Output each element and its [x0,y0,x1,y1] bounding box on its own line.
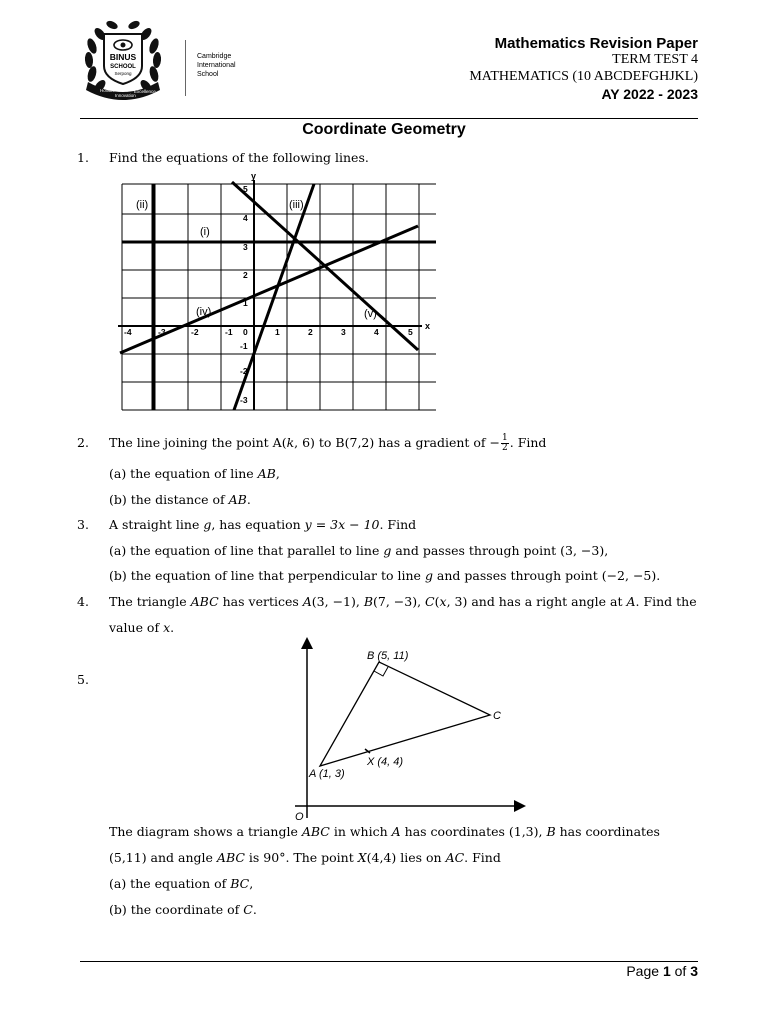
q4-line2-a: value of [109,620,164,635]
q2-fraction [501,434,509,453]
q3-part-a [109,542,608,560]
q1-ytick-5: 5 [243,184,248,194]
q1-ytick-1: 1 [243,298,248,308]
q1-label-iii: (iii) [289,199,304,211]
q5-part-b-end: . [252,902,257,917]
q5-line2-b: is 90°. The point [244,850,358,865]
q4-vb: B [363,594,374,609]
q5-label-A: A (1, 3) [309,768,345,780]
q2-part-a-var: AB [257,466,276,481]
header-rule [80,118,698,119]
q1-xtick-0: -4 [124,327,132,337]
q1-xtick-1: -3 [158,327,166,337]
q1-xtick-5: 1 [275,327,280,337]
q5-part-a-end: , [249,876,254,891]
q3-text-b: , has equation [211,517,305,532]
q1-label-ii: (ii) [136,199,149,211]
paper-title: Mathematics Revision Paper [494,35,698,52]
logo-word-3: Serpong [114,71,132,76]
q4-text-d: . Find the [635,594,697,609]
q5-part-a-var: BC [230,876,250,891]
footer-rule [80,961,698,962]
q3-equation: y = 3x − 10 [304,517,380,532]
q3-var-g: g [203,517,212,532]
q3-part-a-var: g [383,543,392,558]
q4-pb: (7, −3), [373,594,426,609]
q4-number: 4. [77,594,89,609]
q4-text-b: has vertices [218,594,303,609]
q5-line1-d: has coordinates [555,824,660,839]
q4-vc: C [425,594,435,609]
q4-pc-a: ( [434,594,440,609]
section-title: Coordinate Geometry [302,121,466,138]
page-word: Page [626,963,663,979]
q2-text-c: . Find [509,435,547,450]
q2-number: 2. [77,435,89,450]
logo-word-6: Excellence [134,89,156,94]
logo-word-1: BINUS [109,52,137,62]
q5-line2-d: . Find [464,850,501,865]
q2-text [109,434,546,453]
q5-line1-abc: ABC [301,824,330,839]
q5-line2-ac: AC [445,850,465,865]
school-logo [78,16,168,100]
q4-at: A [626,594,636,609]
term-label: TERM TEST 4 [612,52,698,67]
logo-word-5: Innovation [115,93,136,98]
page-current: 1 [662,963,671,979]
q5-line1-c: has coordinates (1,3), [400,824,547,839]
q3-part-b-1: (b) the equation of line that perpendicular to line [109,568,425,583]
q5-line1 [109,823,660,841]
q4-abc: ABC [190,594,219,609]
q4-line2-x: x [163,620,171,635]
q1-label-i: (i) [200,226,210,238]
q1-label-v: (v) [364,308,377,320]
q5-line1-a: The diagram shows a triangle [109,824,302,839]
q5-origin-label: O [295,811,304,823]
logo-word-2: SCHOOL [110,64,136,70]
q1-ytick-m3: -3 [240,395,248,405]
q1-y-label: y [251,171,257,181]
q4-text [109,593,697,611]
q2-part-a [109,465,280,483]
q5-diagram [285,628,545,824]
logo-divider [185,40,186,96]
q5-line2-a: (5,11) and angle [109,850,217,865]
q3-part-b-2: and passes through point (−2, −5). [432,568,661,583]
q1-text: Find the equations of the following lines. [109,150,369,165]
q4-line2-b: . [170,620,175,635]
q3-part-b-var: g [424,568,433,583]
q2-part-b-end: . [246,492,251,507]
cambridge-line-2: International [197,62,236,69]
q1-xtick-4: 0 [243,327,248,337]
q2-text-a: The line joining the point A( [109,435,287,450]
q1-xtick-9: 5 [408,327,413,337]
page-number [626,963,698,979]
q5-line2-abc: ABC [216,850,245,865]
q5-part-b-var: C [243,902,253,917]
q1-ytick-m1: -1 [240,341,248,351]
class-label: MATHEMATICS (10 ABCDEFGHJKL) [469,69,698,84]
q4-text-line2 [109,619,174,637]
academic-year: AY 2022 - 2023 [601,86,698,102]
q5-line1-A: A [391,824,401,839]
q1-xtick-7: 3 [341,327,346,337]
q3-text [109,516,416,534]
cambridge-label [197,52,236,79]
q1-xtick-8: 4 [374,327,379,337]
q5-number: 5. [77,672,89,687]
q4-pa: (3, −1), [311,594,364,609]
q1-number: 1. [77,150,89,165]
q5-line1-b: in which [329,824,392,839]
q5-part-b [109,901,257,919]
q5-line2-X: X [357,850,367,865]
logo-word-4: Holistic [100,88,115,93]
q3-text-a: A straight line [109,517,204,532]
cambridge-line-1: Cambridge [197,53,232,60]
q2-part-b-text: (b) the distance of [109,492,229,507]
q5-part-a [109,875,253,893]
q3-number: 3. [77,517,89,532]
q2-text-b: , 6) to B(7,2) has a gradient of − [294,435,501,450]
q5-label-C: C [493,710,501,722]
q1-ytick-m2: -2 [240,366,248,376]
q1-ytick-3: 3 [243,242,248,252]
q3-part-a-2: and passes through point (3, −3), [391,543,609,558]
q3-text-c: . Find [379,517,417,532]
page-total: 3 [690,963,698,979]
q2-part-b-var: AB [228,492,247,507]
q5-line2 [109,849,501,867]
page-of: of [670,963,691,979]
q1-xtick-2: -2 [191,327,199,337]
q1-ytick-4: 4 [243,213,248,223]
q4-text-a: The triangle [109,594,191,609]
q5-part-b-text: (b) the coordinate of [109,902,244,917]
q3-part-b [109,567,660,585]
q2-part-b [109,491,251,509]
q2-frac-num: 1 [502,433,508,443]
q5-label-X: X (4, 4) [367,756,404,768]
q2-frac-den: 2 [502,443,508,453]
q4-va: A [302,594,312,609]
q2-var-k: k [286,435,295,450]
q1-xtick-6: 2 [308,327,313,337]
q4-pc-x: x [439,594,447,609]
q4-text-c: and has a right angle at [467,594,627,609]
cambridge-line-3: School [197,71,219,78]
q1-label-iv: (iv) [196,306,212,318]
q5-label-B: B (5, 11) [367,650,409,662]
q1-ytick-2: 2 [243,270,248,280]
q1-xtick-3: -1 [225,327,233,337]
q2-part-a-text: (a) the equation of line [109,466,258,481]
q5-line2-c: (4,4) lies on [366,850,446,865]
q5-line1-B: B [546,824,556,839]
q1-x-label: x [425,321,431,331]
q2-part-a-end: , [275,466,280,481]
q1-graph [116,170,440,414]
q4-pc-b: , 3) [446,594,468,609]
q5-part-a-text: (a) the equation of [109,876,231,891]
q3-part-a-1: (a) the equation of line that parallel to line [109,543,384,558]
